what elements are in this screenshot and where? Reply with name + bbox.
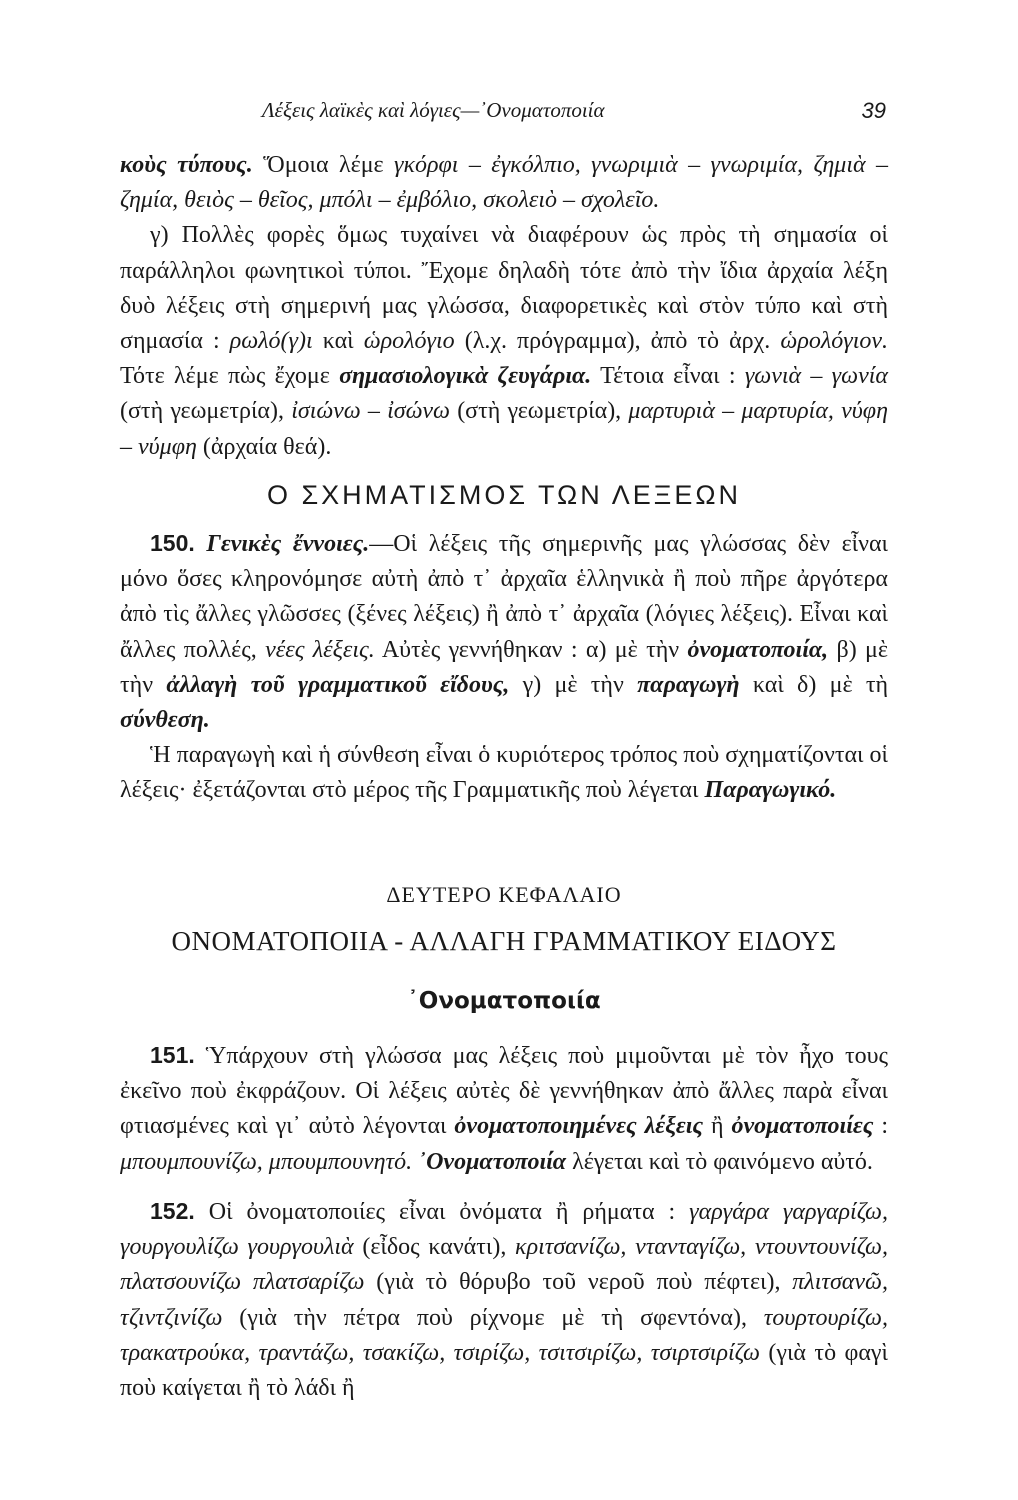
section-title: Ο ΣΧΗΜΑΤΙΣΜΟΣ ΤΩΝ ΛΕΞΕΩΝ (266, 480, 742, 510)
subsection-title: ᾿Ονοματοποιία (407, 988, 601, 1014)
paragraph-151: 151. Ὑπάρχουν στὴ γλώσσα μας λέξεις ποὺ μιμοῦνται μὲ τὸν ἦχο τους ἐκεῖνο ποὺ ἐκφράζουν. Οἱ λέξεις αὐτὲς δὲ γεννήθηκαν ἀπὸ ἄλλες παρὰ εἶναι φτιασμένες καὶ γι᾿ αὐτὸ λέγονται ὀνοματοποιημένες λέξεις ἢ ὀνοματοποιίες : μπουμπουνίζω, μπουμπουνητό. ᾿Ονοματοποιία λέγεται καὶ τὸ φαινόμενο αὐτό. (120, 1042, 889, 1175)
paragraph-heading: Γενικὲς ἔννοιες. (194, 531, 370, 557)
top-text-block (120, 148, 888, 465)
paragraph-number: 150. (150, 530, 195, 556)
paragraph-152: 152. Οἱ ὀνοματοποιίες εἶναι ὀνόματα ἢ ρήματα : γαργάρα γαργαρίζω, γουργουλίζω γουργουλιὰ (εἶδος κανάτι), κριτσανίζω, ντανταγίζω, ντουντουνίζω, πλατσουνίζω πλατσαρίζω (γιὰ τὸ θόρυβο τοῦ νεροῦ ποὺ πέφτει), πλιτσανῶ, τζιντζινίζω (γιὰ τὴν πέτρα ποὺ ρίχνομε μὲ τὴ σφεντόνα), τουρτουρίζω, τρακατρούκα, τραντάζω, τσακίζω, τσιρίζω, τσιτσιρίζω, τσιρτσιρίζω (γιὰ τὸ φαγὶ ποὺ καίγεται ἢ τὸ λάδι ἢ (120, 1198, 888, 1402)
running-title: Λέξεις λαϊκὲς καὶ λόγιες—᾿Ονοματοποιία (262, 98, 605, 122)
paragraph-number: 152. (150, 1198, 195, 1224)
chapter-label: ΔΕΥΤΕΡΟ ΚΕΦΑΛΑΙΟ (386, 882, 622, 907)
paragraph-number: 151. (150, 1042, 195, 1068)
paragraph-gamma: γ) Πολλὲς φορὲς ὅμως τυχαίνει νὰ διαφέρουν ὡς πρὸς τὴ σημασία οἱ παράλληλοι φωνητικοὶ τύποι. Ἔχομε δηλαδὴ τότε ἀπὸ τὴν ἴδια ἀρχαία λέξη δυὸ λέξεις στὴ σημερινή μας γλώσσα, διαφορετικὲς καὶ στὸν τύπο καὶ στὴ σημασία : ρωλό(γ)ι καὶ ὡρολόγιο (λ.χ. πρόγραμμα), ἀπὸ τὸ ἀρχ. ὡρολόγιον. Τότε λέμε πὼς ἔχομε σημασιολογικὰ ζευγάρια. Τέτοια εἶναι : γωνιὰ – γωνία (στὴ γεωμετρία), ἰσιώνω – ἰσώνω (στὴ γεωμετρία), μαρτυριὰ – μαρτυρία, νύφη – νύμφη (ἀρχαία θεά). (120, 222, 889, 460)
chapter-title: ΟΝΟΜΑΤΟΠΟΙΙΑ - ΑΛΛΑΓΗ ΓΡΑΜΜΑΤΙΚΟΥ ΕΙΔΟΥΣ (171, 926, 837, 956)
paragraph-150: 150. Γενικὲς ἔννοιες.—Οἱ λέξεις τῆς σημερινῆς μας γλώσσας δὲν εἶναι μόνο ὅσες κληρονόμησε αὐτὴ ἀπὸ τ᾿ ἀρχαῖα ἑλληνικὰ ἢ ποὺ πῆρε ἀργότερα ἀπὸ τὶς ἄλλες γλῶσσες (ξένες λέξεις) ἢ ἀπὸ τ᾿ ἀρχαῖα (λόγιες λέξεις). Εἶναι καὶ ἄλλες πολλές, νέες λέξεις. Αὐτὲς γεννήθηκαν : α) μὲ τὴν ὀνοματοποιία, β) μὲ τὴν ἀλλαγὴ τοῦ γραμματικοῦ εἴδους, γ) μὲ τὴν παραγωγὴ καὶ δ) μὲ τὴ σύνθεση. Ἡ παραγωγὴ καὶ ἡ σύνθεση εἶναι ὁ κυριότερος τρόπος ποὺ σχηματίζονται οἱ λέξεις· ἐξετάζονται στὸ μέρος τῆς Γραμματικῆς ποὺ λέγεται Παραγωγικό. (120, 530, 889, 804)
paragraph-continuation: κοὺς τύπους. Ὅμοια λέμε γκόρφι – ἐγκόλπιο, γνωριμιὰ – γνωριμία, ζημιὰ – ζημία, θειὸς – θεῖος, μπόλι – ἐμβόλιο, σκολειὸ – σχολεῖο. (120, 152, 888, 214)
page-header (262, 98, 886, 138)
page-number: 39 (861, 98, 886, 123)
